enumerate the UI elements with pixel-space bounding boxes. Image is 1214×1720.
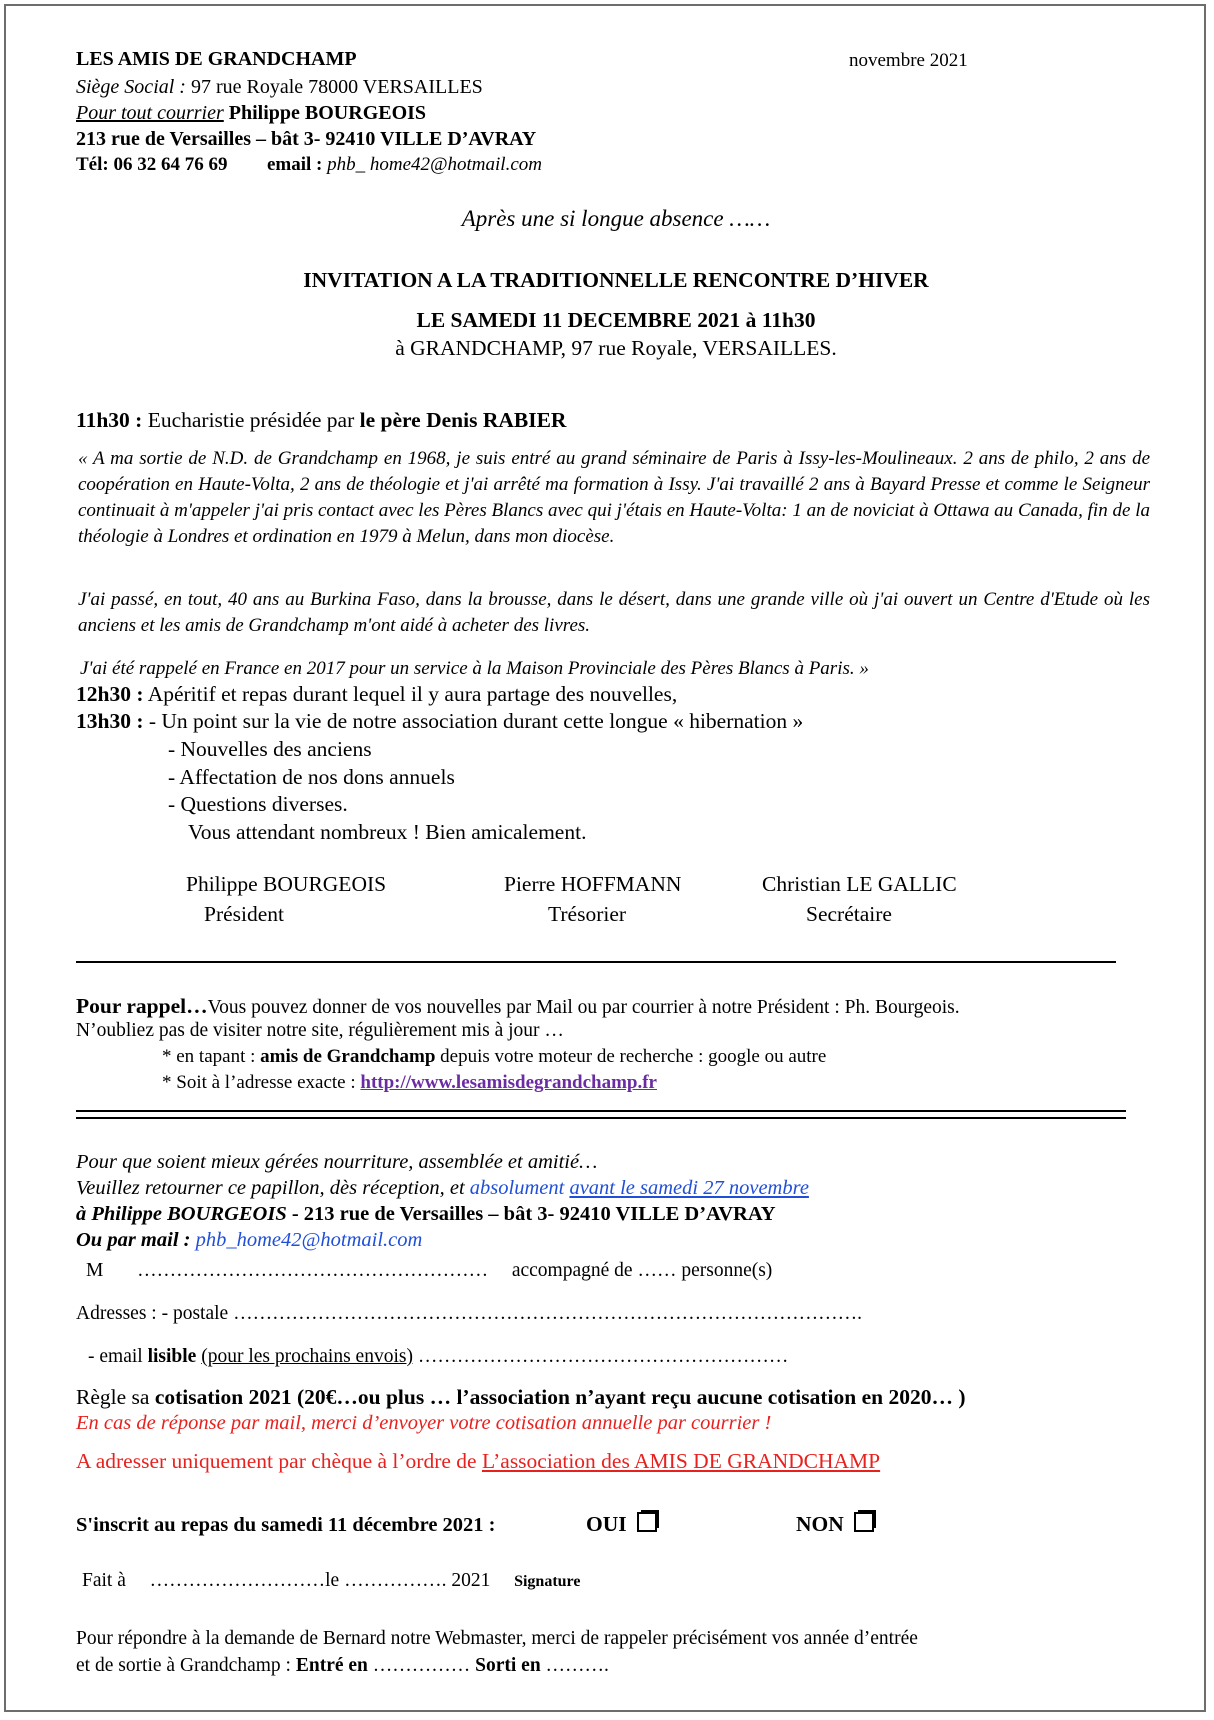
quote-paragraph-2: J'ai passé, en tout, 40 ans au Burkina Faso, dans la brousse, dans le désert, dans une grande ville où j'ai ouvert un Centre d'Etude où les anciens et les amis de Grandchamp m'ont aidé à acheter des livres. <box>78 589 1150 636</box>
document-date: novembre 2021 <box>849 50 968 71</box>
signatory-role: Secrétaire <box>806 902 892 926</box>
deadline-link[interactable]: avant le samedi 27 novembre <box>569 1177 809 1199</box>
form-return-line: Veuillez retourner ce papillon, dès réception, et absolument avant le samedi 27 novembre <box>76 1177 809 1199</box>
section-divider <box>76 961 1116 963</box>
time-12h30: 12h30 : <box>76 682 144 706</box>
mail-reply-note: En cas de réponse par mail, merci d’envoyer votre cotisation annuelle par courrier ! <box>76 1412 772 1434</box>
header-email[interactable]: phb_ home42@hotmail.com <box>327 154 542 175</box>
signature-label: Signature <box>514 1573 581 1590</box>
le-label: le <box>325 1570 340 1591</box>
recipient-address: - 213 rue de Versailles – bât 3- 92410 VILLE D’AVRAY <box>286 1203 776 1225</box>
oui-option[interactable]: OUI <box>586 1512 657 1537</box>
fait-label: Fait à <box>82 1570 126 1591</box>
webmaster-line-2[interactable]: et de sortie à Grandchamp : Entré en …………… Sorti en ………. <box>76 1655 609 1676</box>
courrier-address: 213 rue de Versailles – bât 3- 92410 VILLE D’AVRAY <box>76 128 537 150</box>
signatory-role: Président <box>204 902 285 926</box>
non-checkbox[interactable] <box>854 1512 874 1532</box>
le-dots: ……………. <box>344 1570 447 1591</box>
agenda-item: - Nouvelles des anciens <box>168 737 372 761</box>
cotisation-line: Règle sa cotisation 2021 (20€…ou plus … l’association n’ayant reçu aucune cotisation en 2020… ) <box>76 1385 966 1409</box>
telephone: Tél: 06 32 64 76 69 <box>76 154 228 175</box>
form-name-field[interactable] <box>86 1260 772 1282</box>
entre-label: Entré en <box>295 1655 368 1676</box>
postal-label: Adresses : - postale <box>76 1303 229 1324</box>
celebrant-name: le père Denis RABIER <box>359 408 567 432</box>
quote-paragraph-1: « A ma sortie de N.D. de Grandchamp en 1968, je suis entré au grand séminaire de Paris à Issy-les-Moulineaux. 2 ans de philo, 2 ans de coopération en Haute-Volta, 2 ans de théologie et j'ai arrêté ma formation à Issy. J'ai travaillé 2 ans à Bayard Presse et comme le Seigneur continuait à m'appeler j'ai pris contact avec les Pères Blancs avec qui j'étais en Haute-Volta: 1 an de noviciat à Ottawa au Canada, fin de la théologie à Londres et ordination en 1979 à Melun, dans mon diocèse. <box>78 448 1150 547</box>
form-email-field[interactable]: - email lisible (pour les prochains envois) ………………………………………………… <box>88 1346 789 1367</box>
reminder-label: Pour rappel… <box>76 994 208 1018</box>
webmaster-line-1: Pour répondre à la demande de Bernard notre Webmaster, merci de rappeler précisément vos année d’entrée <box>76 1628 918 1649</box>
postal-dots: ……………………………………………………………………………………. <box>233 1303 862 1324</box>
reminder-site-line: N’oubliez pas de visiter notre site, régulièrement mis à jour … <box>76 1020 564 1041</box>
signatory-role: Trésorier <box>548 902 627 926</box>
time-11h30: 11h30 : <box>76 408 143 432</box>
email-dots: ………………………………………………… <box>417 1346 789 1367</box>
reminder-bullet-url: * Soit à l’adresse exacte : http://www.lesamisdegrandchamp.fr <box>162 1072 657 1093</box>
sorti-label: Sorti en <box>475 1655 541 1676</box>
fait-dots: ……………………… <box>149 1570 326 1591</box>
program-12h30: 12h30 : Apéritif et repas durant lequel il y aura partage des nouvelles, <box>76 682 678 706</box>
email-note: (pour les prochains envois) <box>201 1346 413 1367</box>
meal-registration-line <box>76 1514 496 1537</box>
form-postal-field[interactable] <box>76 1303 862 1325</box>
absolument-text: absolument <box>469 1177 570 1199</box>
meal-label: S'inscrit au repas du samedi 11 décembre 2021 : <box>76 1514 496 1536</box>
cheque-payee: L’association des AMIS DE GRANDCHAMP <box>481 1449 881 1473</box>
courrier-name: Philippe BOURGEOIS <box>228 102 427 124</box>
sorti-dots: ………. <box>545 1655 609 1676</box>
page-frame <box>4 4 1206 1712</box>
personnes-label: personne(s) <box>681 1260 773 1281</box>
signatory-name: Christian LE GALLIC <box>762 872 957 896</box>
signatory-name: Philippe BOURGEOIS <box>186 872 387 896</box>
cotisation-label: cotisation 2021 <box>154 1385 292 1409</box>
program-13h30: 13h30 : - Un point sur la vie de notre association durant cette longue « hibernation » <box>76 709 804 733</box>
accompagne-dots: …… <box>637 1260 677 1281</box>
email-label: email : <box>266 154 323 175</box>
mail-label: Ou par mail : <box>76 1229 196 1251</box>
invitation-title: INVITATION A LA TRADITIONNELLE RENCONTRE D’HIVER <box>303 268 929 292</box>
double-divider-top <box>76 1110 1126 1112</box>
org-name: LES AMIS DE GRANDCHAMP <box>76 48 357 70</box>
siege-label: Siège Social : <box>76 76 186 98</box>
closing-line: Vous attendant nombreux ! Bien amicalement. <box>188 820 587 844</box>
form-intro: Pour que soient mieux gérées nourriture, assemblée et amitié… <box>76 1151 598 1173</box>
invitation-date: LE SAMEDI 11 DECEMBRE 2021 à 11h30 <box>416 308 816 332</box>
website-link[interactable]: http://www.lesamisdegrandchamp.fr <box>360 1072 657 1093</box>
reminder-bullet-search: * en tapant : amis de Grandchamp depuis votre moteur de recherche : google ou autre <box>162 1046 827 1067</box>
courrier-line <box>76 102 426 125</box>
m-label: M <box>86 1260 104 1281</box>
reminder-line: Pour rappel…Vous pouvez donner de vos nouvelles par Mail ou par courrier à notre Président : Ph. Bourgeois. <box>76 994 960 1018</box>
agenda-item: - Questions diverses. <box>168 792 348 816</box>
form-mail-line <box>76 1229 422 1252</box>
double-divider-bottom <box>76 1117 1126 1119</box>
search-terms: amis de Grandchamp <box>260 1046 436 1067</box>
recipient-name: à Philippe BOURGEOIS <box>76 1203 287 1225</box>
form-address-line <box>76 1203 776 1226</box>
entre-dots: …………… <box>372 1655 471 1676</box>
oui-checkbox[interactable] <box>637 1512 657 1532</box>
agenda-item: - Affectation de nos dons annuels <box>168 765 455 789</box>
courrier-label: Pour tout courrier <box>76 102 224 124</box>
year-label: 2021 <box>451 1570 491 1591</box>
name-dots: ……………………………………………… <box>137 1260 489 1281</box>
program-11h30: 11h30 : Eucharistie présidée par le père Denis RABIER <box>76 408 567 432</box>
siege-address: 97 rue Royale 78000 VERSAILLES <box>190 76 483 98</box>
siege-line <box>76 76 483 99</box>
quote-paragraph-3: J'ai été rappelé en France en 2017 pour un service à la Maison Provinciale des Pères Blancs à Paris. » <box>80 658 869 679</box>
invitation-place: à GRANDCHAMP, 97 rue Royale, VERSAILLES. <box>395 336 837 360</box>
non-option[interactable]: NON <box>796 1512 874 1537</box>
lisible-label: lisible <box>147 1346 197 1367</box>
cheque-line: A adresser uniquement par chèque à l’ordre de L’association des AMIS DE GRANDCHAMP <box>76 1449 881 1473</box>
intro-heading: Après une si longue absence …… <box>461 206 771 231</box>
form-email-link[interactable]: phb_home42@hotmail.com <box>195 1229 423 1251</box>
accompagne-label: accompagné de <box>511 1260 633 1281</box>
signatory-name: Pierre HOFFMANN <box>504 872 682 896</box>
time-13h30: 13h30 : <box>76 709 144 733</box>
fait-line[interactable] <box>82 1570 580 1592</box>
contact-line <box>76 154 542 176</box>
